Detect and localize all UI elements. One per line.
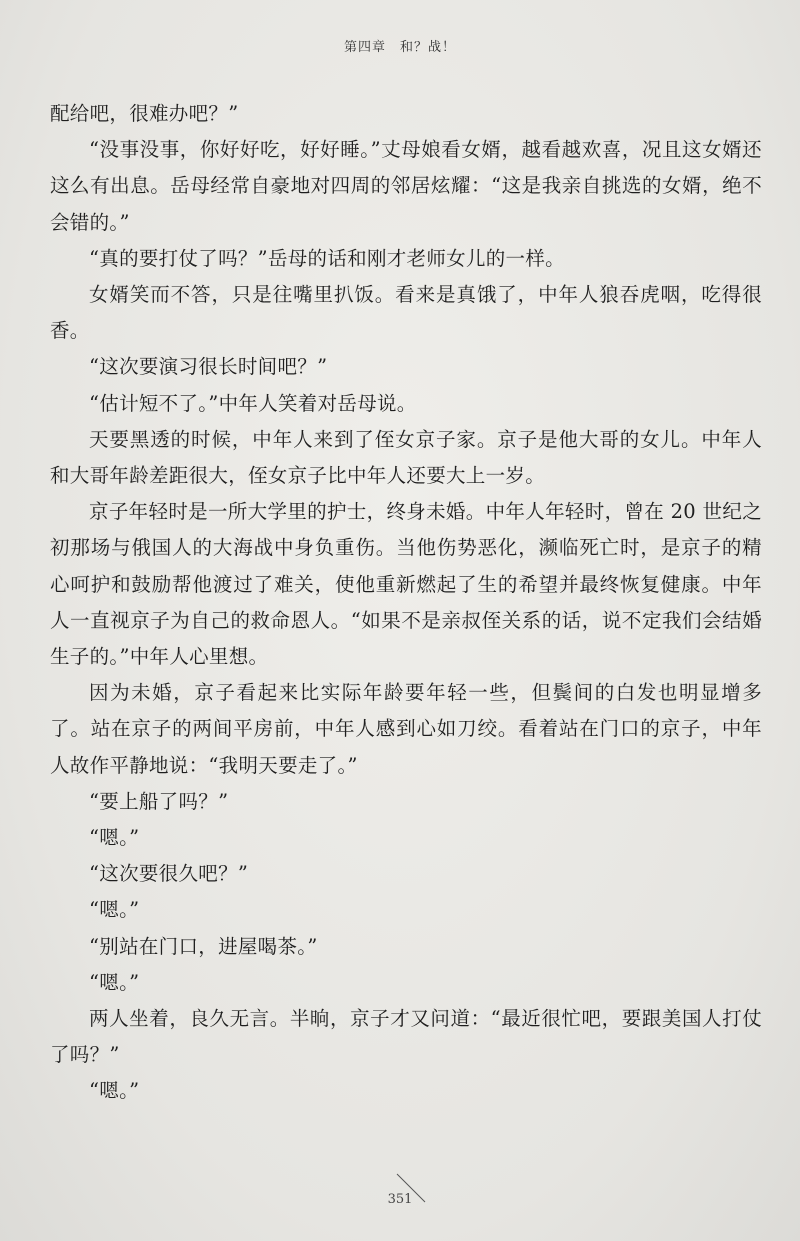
paragraph: 京子年轻时是一所大学里的护士，终身未婚。中年人年轻时，曾在 20 世纪之初那场与俄国人的大海战中身负重伤。当他伤势恶化，濒临死亡时，是京子的精心呵护和鼓励帮他渡过了难关，使他重新燃起了生的希望并最终恢复健康。中年人一直视京子为自己的救命恩人。“如果不是亲叔侄关系的话，说不定我们会结婚生子的。”中年人心里想。	[50, 500, 762, 669]
paragraph: “嗯。”	[89, 898, 140, 922]
paragraph: “嗯。”	[89, 1079, 140, 1103]
paragraph: “这次要很久吧？”	[89, 862, 249, 886]
paragraph: 因为未婚，京子看起来比实际年龄要年轻一些，但鬓间的白发也明显增多了。站在京子的两间平房前，中年人感到心如刀绞。看着站在门口的京子，中年人故作平静地说：“我明天要走了。”	[50, 681, 762, 777]
paragraph: “要上船了吗？”	[89, 789, 229, 813]
paragraph: “嗯。”	[89, 970, 140, 994]
paragraph: “嗯。”	[89, 826, 140, 850]
paragraph: 两人坐着，良久无言。半晌，京子才又问道：“最近很忙吧，要跟美国人打仗了吗？”	[50, 1007, 762, 1067]
paragraph: 女婿笑而不答，只是往嘴里扒饭。看来是真饿了，中年人狼吞虎咽，吃得很香。	[50, 283, 762, 343]
paragraph: “别站在门口，进屋喝茶。”	[89, 934, 318, 958]
running-header: 第四章 和？战！	[343, 40, 456, 55]
paragraph: “估计短不了。”中年人笑着对岳母说。	[89, 391, 417, 415]
paragraph: 配给吧，很难办吧？”	[50, 102, 239, 125]
paragraph: “这次要演习很长时间吧？”	[89, 355, 328, 379]
paragraph: “没事没事，你好好吃，好好睡。”丈母娘看女婿，越看越欢喜，况且这女婿还这么有出息。岳母经常自豪地对四周的邻居炫耀：“这是我亲自挑选的女婿，绝不会错的。”	[50, 138, 762, 234]
paragraph: 天要黑透的时候，中年人来到了侄女京子家。京子是他大哥的女儿。中年人和大哥年龄差距很大，侄女京子比中年人还要大上一岁。	[50, 427, 762, 488]
paragraph: “真的要打仗了吗？”岳母的话和刚才老师女儿的一样。	[89, 246, 565, 270]
body-text	[50, 96, 762, 1110]
page-number: 351	[387, 1192, 413, 1207]
